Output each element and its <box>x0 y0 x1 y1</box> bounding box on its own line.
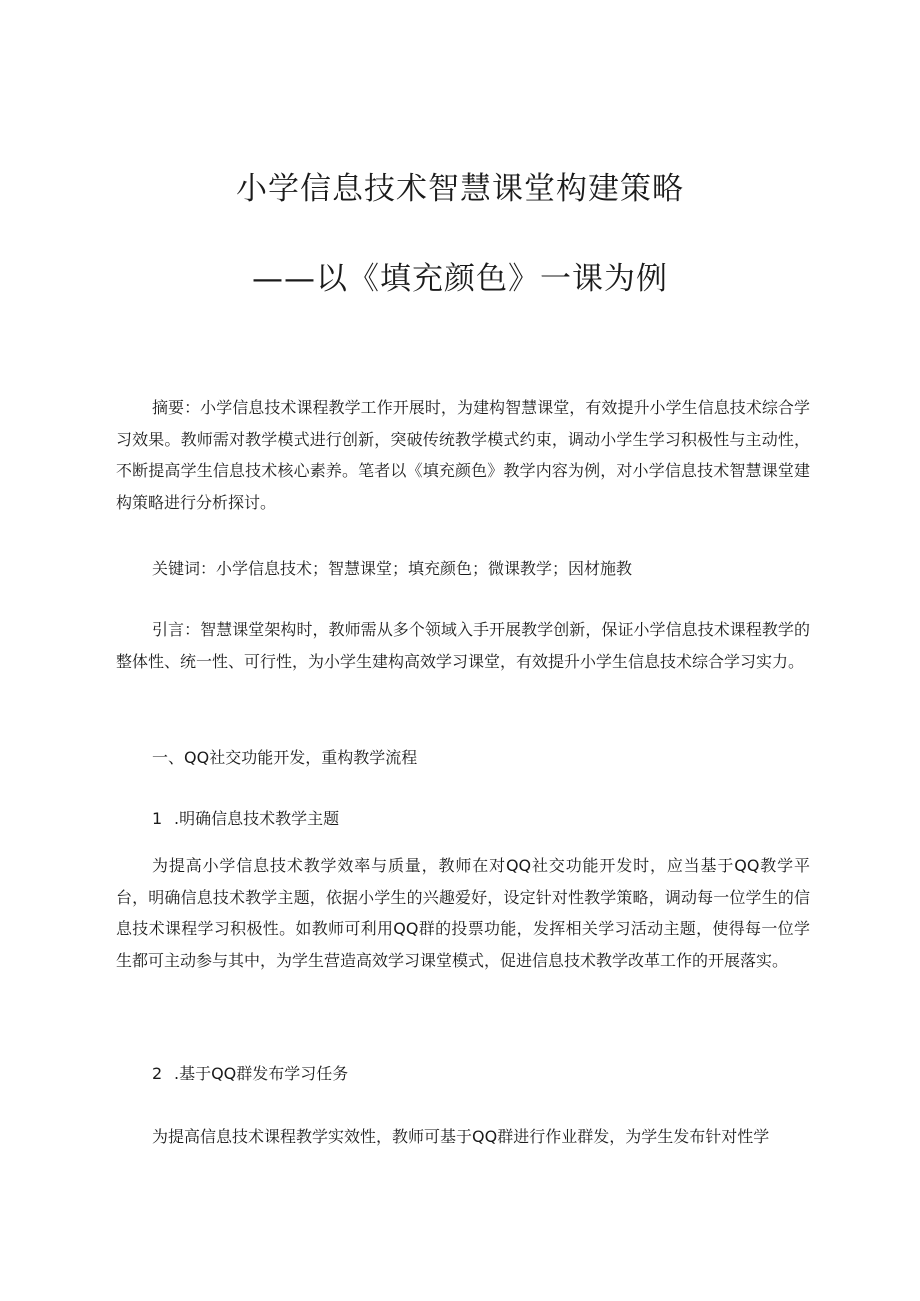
document-subtitle: ——以《填充颜色》一课为例 <box>252 261 668 297</box>
subsection-1-number: 1 <box>152 809 163 828</box>
introduction-paragraph: 引言：智慧课堂架构时，教师需从多个领域入手开展教学创新，保证小学信息技术课程教学的整体性、统一性、可行性，为小学生建构高效学习课堂，有效提升小学生信息技术综合学习实力。 <box>116 620 810 671</box>
keywords-line: 关键词：小学信息技术；智慧课堂；填充颜色；微课教学；因材施教 <box>152 559 633 578</box>
subsection-1-title: .明确信息技术教学主题 <box>174 809 340 828</box>
subsection-1-paragraph: 为提高小学信息技术教学效率与质量，教师在对QQ社交功能开发时，应当基于QQ教学平台，明确信息技术教学主题，依据小学生的兴趣爱好，设定针对性教学策略，调动每一位学生的信息技术课程学习积极性。如教师可利用QQ群的投票功能，发挥相关学习活动主题，使得每一位学生都可主动参与其中，为学生营造高效学习课堂模式，促进信息技术教学改革工作的开展落实。 <box>116 856 810 970</box>
document-title: 小学信息技术智慧课堂构建策略 <box>236 171 684 207</box>
subsection-2-heading <box>152 1058 348 1090</box>
subsection-1-heading <box>152 803 339 835</box>
subsection-2-number: 2 <box>152 1064 163 1083</box>
abstract-paragraph: 摘要：小学信息技术课程教学工作开展时，为建构智慧课堂，有效提升小学生信息技术综合学习效果。教师需对教学模式进行创新，突破传统教学模式约束，调动小学生学习积极性与主动性，不断提高学生信息技术核心素养。笔者以《填充颜色》教学内容为例，对小学信息技术智慧课堂建构策略进行分析探讨。 <box>116 398 810 512</box>
section-1-heading: 一、QQ社交功能开发，重构教学流程 <box>152 748 418 767</box>
subsection-2-paragraph: 为提高信息技术课程教学实效性，教师可基于QQ群进行作业群发，为学生发布针对性学 <box>152 1127 770 1146</box>
subsection-2-title: .基于QQ群发布学习任务 <box>174 1064 349 1083</box>
